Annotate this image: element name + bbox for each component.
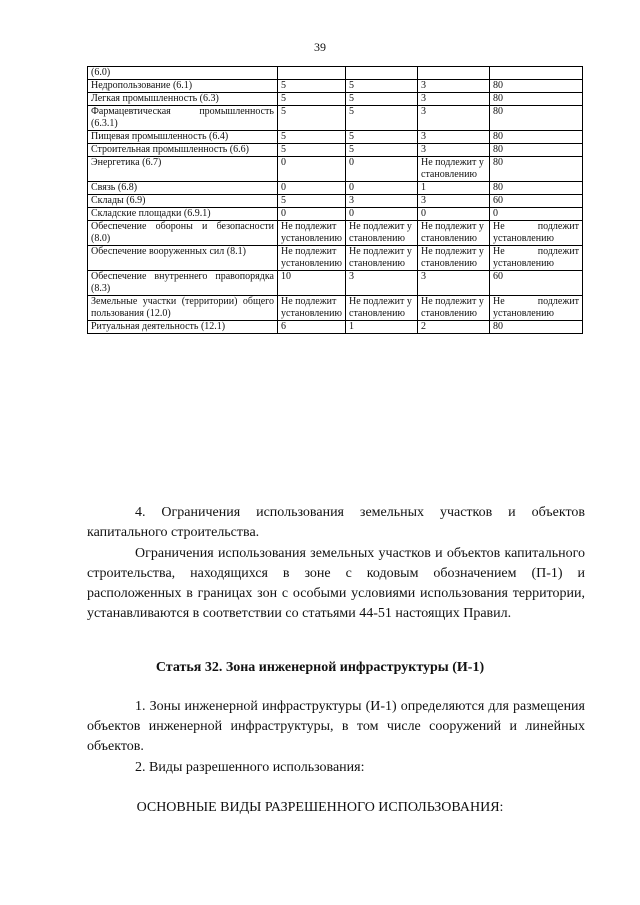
param-2-cell: Не подлежит установлению	[346, 296, 418, 321]
param-1-cell	[278, 67, 346, 80]
table-row	[88, 157, 583, 182]
param-3-cell: Не подлежит установлению	[418, 296, 490, 321]
param-4-cell: 80	[490, 144, 583, 157]
param-2-cell: 0	[346, 182, 418, 195]
param-2-cell: 5	[346, 93, 418, 106]
param-4-cell: 60	[490, 271, 583, 296]
param-4-cell: 0	[490, 208, 583, 221]
table-row	[88, 106, 583, 131]
param-1-cell: Не подлежит установлению	[278, 221, 346, 246]
param-2-cell: 5	[346, 144, 418, 157]
table-row	[88, 246, 583, 271]
param-1-cell: 0	[278, 157, 346, 182]
paragraph-restrictions-text: Ограничения использования земельных участков и объектов капитального строительства, находящихся в зоне с кодовым обозначением (П-1) и расположенных в границах зон с особыми условиями использования территории, устанавливаются в соответствии со статьями 44-51 настоящих Правил.	[87, 546, 585, 621]
param-3-cell: 3	[418, 106, 490, 131]
param-1-cell: 0	[278, 208, 346, 221]
param-2-cell: 3	[346, 195, 418, 208]
param-4-cell: Не подлежит установлению	[490, 221, 583, 246]
param-4-cell: Не подлежит установлению	[490, 296, 583, 321]
table-row	[88, 182, 583, 195]
param-2-cell: Не подлежит установлению	[346, 246, 418, 271]
zone-name-cell: Легкая промышленность (6.3)	[88, 93, 278, 106]
param-2-cell: Не подлежит установлению	[346, 221, 418, 246]
zone-name-cell: Складские площадки (6.9.1)	[88, 208, 278, 221]
table-row	[88, 93, 583, 106]
param-4-cell: 80	[490, 80, 583, 93]
param-4-cell: Не подлежит установлению	[490, 246, 583, 271]
param-3-cell: 3	[418, 131, 490, 144]
table-row	[88, 131, 583, 144]
param-2-cell: 1	[346, 321, 418, 334]
page-number: 39	[314, 40, 326, 54]
param-4-cell	[490, 67, 583, 80]
paragraph-zone-purpose: 1. Зоны инженерной инфраструктуры (И-1) определяются для размещения объектов инженерной инфраструктуры, в том числе сооружений и линейных объектов.	[87, 699, 585, 754]
param-3-cell: 3	[418, 195, 490, 208]
zone-name-cell: Связь (6.8)	[88, 182, 278, 195]
param-1-cell: 5	[278, 80, 346, 93]
table-row	[88, 80, 583, 93]
param-3-cell: 2	[418, 321, 490, 334]
param-1-cell: 5	[278, 131, 346, 144]
article-heading: Статья 32. Зона инженерной инфраструктуры (И-1)	[155, 660, 485, 675]
zone-name-cell: Склады (6.9)	[88, 195, 278, 208]
land-use-parameters-table	[87, 66, 583, 334]
zone-name-cell: (6.0)	[88, 67, 278, 80]
param-1-cell: 5	[278, 144, 346, 157]
param-1-cell: 0	[278, 182, 346, 195]
table-row	[88, 296, 583, 321]
table-row	[88, 67, 583, 80]
param-1-cell: 5	[278, 106, 346, 131]
zone-name-cell: Недропользование (6.1)	[88, 80, 278, 93]
param-4-cell: 80	[490, 106, 583, 131]
param-3-cell: 3	[418, 271, 490, 296]
param-3-cell: Не подлежит установлению	[418, 221, 490, 246]
param-2-cell: 0	[346, 208, 418, 221]
param-3-cell: 0	[418, 208, 490, 221]
zone-name-cell: Энергетика (6.7)	[88, 157, 278, 182]
param-3-cell: 1	[418, 182, 490, 195]
zone-name-cell: Земельные участки (территории) общего пользования (12.0)	[88, 296, 278, 321]
param-1-cell: 5	[278, 93, 346, 106]
paragraph-permitted-uses: 2. Виды разрешенного использования:	[135, 760, 365, 775]
zone-name-cell: Обеспечение обороны и безопасности (8.0)	[88, 221, 278, 246]
table-row	[88, 321, 583, 334]
param-4-cell: 80	[490, 321, 583, 334]
param-3-cell: 3	[418, 93, 490, 106]
param-1-cell: 6	[278, 321, 346, 334]
table-row	[88, 271, 583, 296]
param-4-cell: 60	[490, 195, 583, 208]
param-4-cell: 80	[490, 182, 583, 195]
zone-name-cell: Обеспечение внутреннего правопорядка (8.3)	[88, 271, 278, 296]
table-row	[88, 144, 583, 157]
param-2-cell: 5	[346, 106, 418, 131]
param-3-cell: Не подлежит установлению	[418, 157, 490, 182]
param-3-cell: Не подлежит установлению	[418, 246, 490, 271]
table-body	[88, 67, 583, 334]
main-permitted-uses-heading: ОСНОВНЫЕ ВИДЫ РАЗРЕШЕННОГО ИСПОЛЬЗОВАНИЯ:	[136, 800, 504, 815]
zone-name-cell: Ритуальная деятельность (12.1)	[88, 321, 278, 334]
param-1-cell: 5	[278, 195, 346, 208]
param-2-cell: 5	[346, 80, 418, 93]
param-3-cell	[418, 67, 490, 80]
param-2-cell: 0	[346, 157, 418, 182]
zone-name-cell: Пищевая промышленность (6.4)	[88, 131, 278, 144]
param-3-cell: 3	[418, 80, 490, 93]
param-1-cell: 10	[278, 271, 346, 296]
table-row	[88, 195, 583, 208]
table-row	[88, 208, 583, 221]
param-4-cell: 80	[490, 131, 583, 144]
paragraph-restrictions-title: 4. Ограничения использования земельных участков и объектов капитального строительства.	[87, 505, 585, 540]
param-3-cell: 3	[418, 144, 490, 157]
param-1-cell: Не подлежит установлению	[278, 246, 346, 271]
param-4-cell: 80	[490, 157, 583, 182]
table-row	[88, 221, 583, 246]
param-2-cell	[346, 67, 418, 80]
param-2-cell: 5	[346, 131, 418, 144]
zone-name-cell: Обеспечение вооруженных сил (8.1)	[88, 246, 278, 271]
param-2-cell: 3	[346, 271, 418, 296]
param-4-cell: 80	[490, 93, 583, 106]
zone-name-cell: Фармацевтическая промышленность (6.3.1)	[88, 106, 278, 131]
param-1-cell: Не подлежит установлению	[278, 296, 346, 321]
zone-name-cell: Строительная промышленность (6.6)	[88, 144, 278, 157]
